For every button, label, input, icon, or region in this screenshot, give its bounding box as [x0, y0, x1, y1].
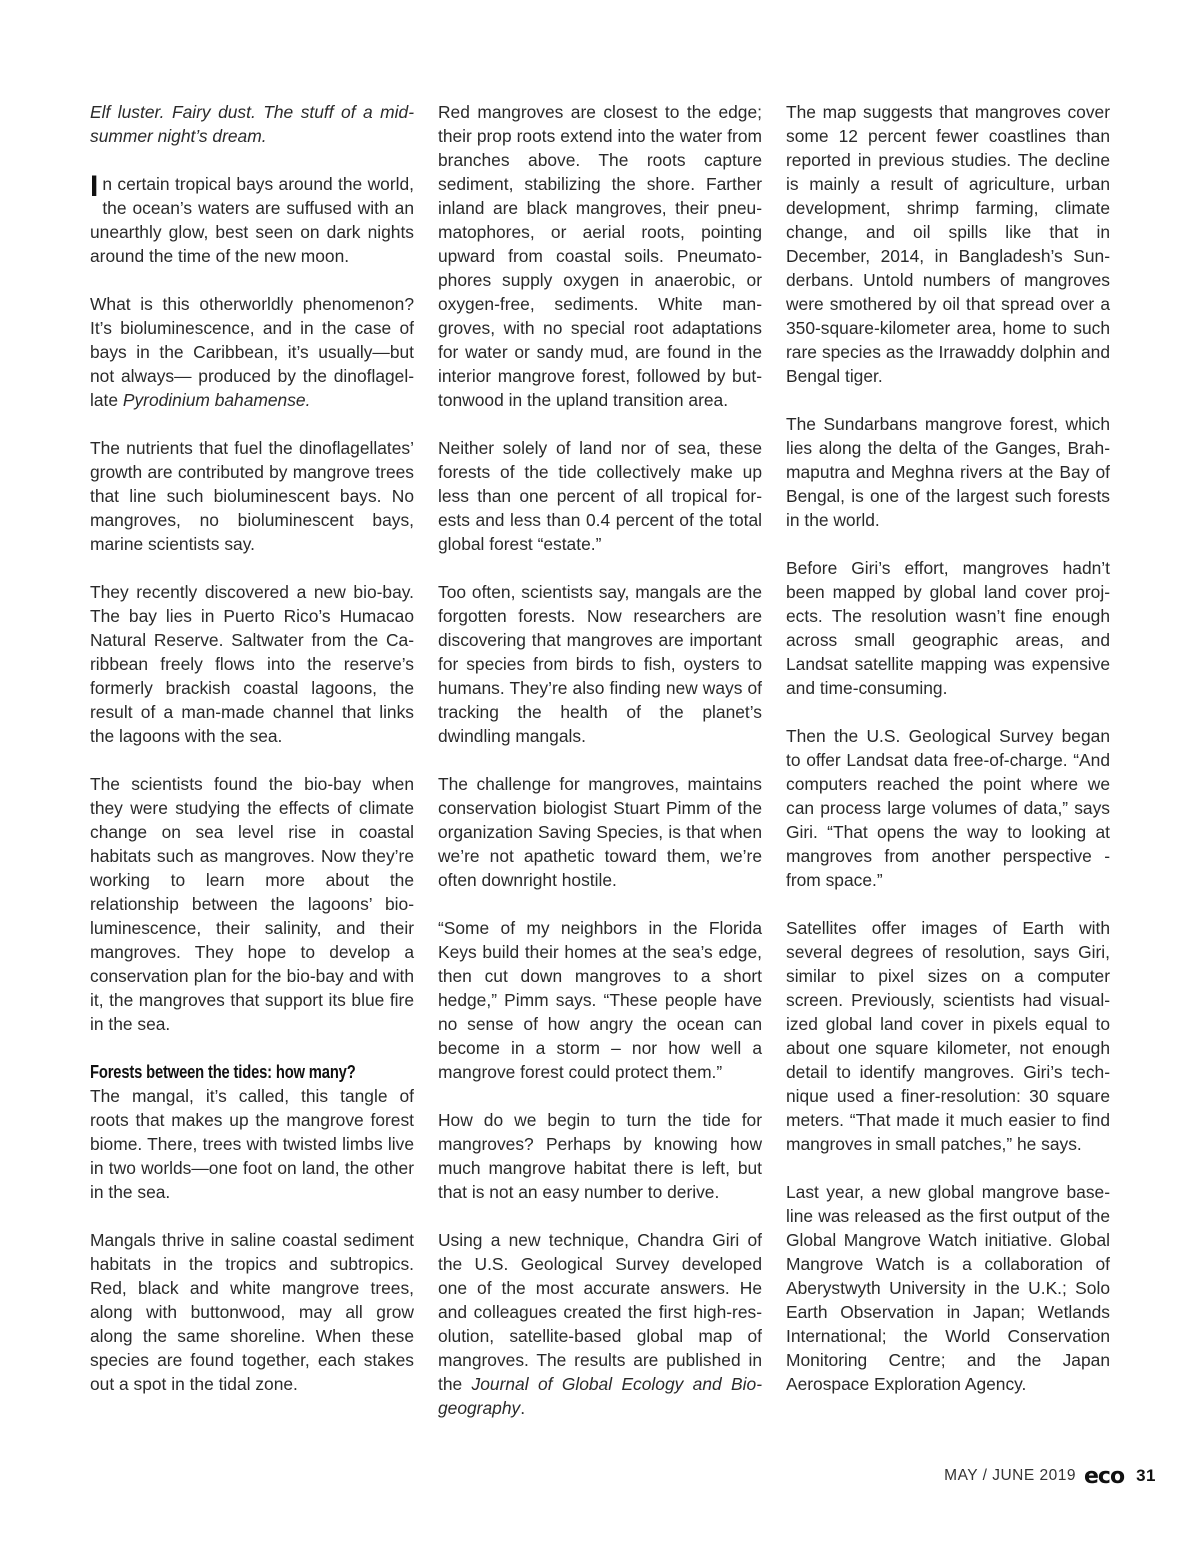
intro-text: n certain tropical bays around the world, the ocean’s waters are suffused with an unearthly glow, best seen on dark nights around the time of the new moon. — [90, 174, 414, 266]
paragraph: Satellites offer images of Earth with several degrees of resolution, says Giri, similar to pixel sizes on a computer screen. Previously, scientists had visualized global land cover in pixels equal to about one square kilometer, not enough detail to identify mangroves. Giri’s technique used a finer-resolution: 30 square meters. “That made it much easier to find mangroves in small patches,” he says. — [786, 918, 1110, 1154]
article-column-3 — [786, 100, 1110, 1396]
article-column-2 — [438, 100, 762, 1420]
paragraph: The map suggests that mangroves cover some 12 percent fewer coastlines than reported in previous studies. The decline is mainly a result of agriculture, urban development, shrimp farming, climate change, and oil spills like that in December, 2014, in Bangladesh’s Sunderbans. Untold numbers of mangroves were smothered by oil that spread over a 350-square-kilometer area, home to such rare species as the Irrawaddy dolphin and Bengal tiger. — [786, 102, 1110, 386]
paragraph: Before Giri’s effort, mangroves hadn’t been mapped by global land cover projects. The resolution wasn’t fine enough across small geographic areas, and Landsat satellite mapping was expensive and time-consuming. — [786, 558, 1110, 698]
paragraph: “Some of my neighbors in the Florida Keys build their homes at the sea’s edge, then cut down mangroves to a short hedge,” Pimm says. “These people have no sense of how angry the ocean can become in a storm – nor how well a mangrove forest could protect them.” — [438, 918, 762, 1082]
species-name: Pyrodinium bahamense. — [122, 390, 311, 410]
journal-title: Journal of Global Ecology and Biogeography — [438, 1374, 762, 1418]
section-subheading: Forests between the tides: how many? — [90, 1062, 356, 1082]
paragraph: Too often, scientists say, mangals are the forgotten forests. Now researchers are discovering that mangroves are important for species from birds to fish, oysters to humans. They’re also finding new ways of tracking the health of the planet’s dwindling mangals. — [438, 582, 762, 746]
paragraph — [438, 1228, 762, 1420]
paragraph: Neither solely of land nor of sea, these forests of the tide collectively make up less than one percent of all tropical forests and less than 0.4 percent of the total global forest “estate.” — [438, 438, 762, 554]
paragraph: The scientists found the bio-bay when they were studying the effects of climate change on sea level rise in coastal habitats such as mangroves. Now they’re working to learn more about the relationship between the lagoons’ bioluminescence, their salinity, and their mangroves. They hope to develop a conservation plan for the bio-bay and with it, the mangroves that support its blue fire in the sea. — [90, 774, 414, 1034]
paragraph: Last year, a new global mangrove baseline was released as the first output of the Global Mangrove Watch initiative. Global Mangrove Watch is a collaboration of Aberystwyth University in the U.K.; Solo Earth Observation in Japan; Wetlands International; the World Conservation Monitoring Centre; and the Japan Aerospace Exploration Agency. — [786, 1182, 1110, 1394]
paragraph: Mangals thrive in saline coastal sediment habitats in the tropics and subtropics. Red, black and white mangrove trees, along with buttonwood, may all grow along the same shoreline. When these species are found together, each stakes out a spot in the tidal zone. — [90, 1230, 414, 1394]
paragraph: They recently discovered a new bio-bay. The bay lies in Puerto Rico’s Humacao Natural Reserve. Saltwater from the Caribbean freely flows into the reserve’s formerly brackish coastal lagoons, the result of a man-made channel that links the lagoons with the sea. — [90, 582, 414, 746]
paragraph — [90, 292, 414, 412]
paragraph: Then the U.S. Geological Survey began to offer Landsat data free-of-charge. “And computers reached the point where we can process large volumes of data,” says Giri. “That opens the way to looking at mangroves from another perspective - from space.” — [786, 726, 1110, 890]
drop-cap: I — [90, 170, 99, 203]
article-column-1 — [90, 100, 414, 1396]
paragraph-text: Using a new technique, Chandra Giri of the U.S. Geological Survey developed one of the most accurate answers. He and colleagues created the first high-resolution, satellite-based global map of mangroves. The results are published in the — [438, 1230, 762, 1394]
paragraph: The Sundarbans mangrove forest, which lies along the delta of the Ganges, Brahmaputra and Meghna rivers at the Bay of Bengal, is one of the largest such forests in the world. — [786, 414, 1110, 530]
paragraph: The nutrients that fuel the dinoflagellates’ growth are contributed by mangrove trees that line such bioluminescent bays. No mangroves, no bioluminescent bays, marine scientists say. — [90, 438, 414, 554]
page-footer — [944, 1462, 1156, 1490]
issue-date: MAY / JUNE 2019 — [944, 1467, 1076, 1484]
intro-paragraph — [90, 172, 414, 268]
paragraph: Red mangroves are closest to the edge; their prop roots extend into the water from branches above. The roots capture sediment, stabilizing the shore. Farther inland are black mangroves, their pneumatophores, or aerial roots, pointing upward from coastal soils. Pneumatophores supply oxygen in anaerobic, or oxygen-free, sediments. White mangroves, with no special root adaptations for water or sandy mud, are found in the interior mangrove forest, followed by buttonwood in the upland transition area. — [438, 102, 762, 410]
magazine-logo: eco — [1084, 1463, 1125, 1489]
paragraph: The mangal, it’s called, this tangle of roots that makes up the mangrove forest biome. There, trees with twisted limbs live in two worlds—one foot on land, the other in the sea. — [90, 1086, 414, 1202]
paragraph: The challenge for mangroves, maintains conservation biologist Stuart Pimm of the organization Saving Species, is that when we’re not apathetic toward them, we’re often downright hostile. — [438, 774, 762, 890]
paragraph: How do we begin to turn the tide for mangroves? Perhaps by knowing how much mangrove habitat there is left, but that is not an easy number to derive. — [438, 1110, 762, 1202]
paragraph-end: . — [520, 1398, 526, 1418]
paragraph-text: What is this otherworldly phenomenon? It’s bioluminescence, and in the case of bays in the Caribbean, it’s usually—but not always— produced by the dinoflagellate — [90, 294, 414, 410]
lede-paragraph: Elf luster. Fairy dust. The stuff of a midsummer night’s dream. — [90, 102, 414, 146]
page-number: 31 — [1136, 1466, 1156, 1485]
